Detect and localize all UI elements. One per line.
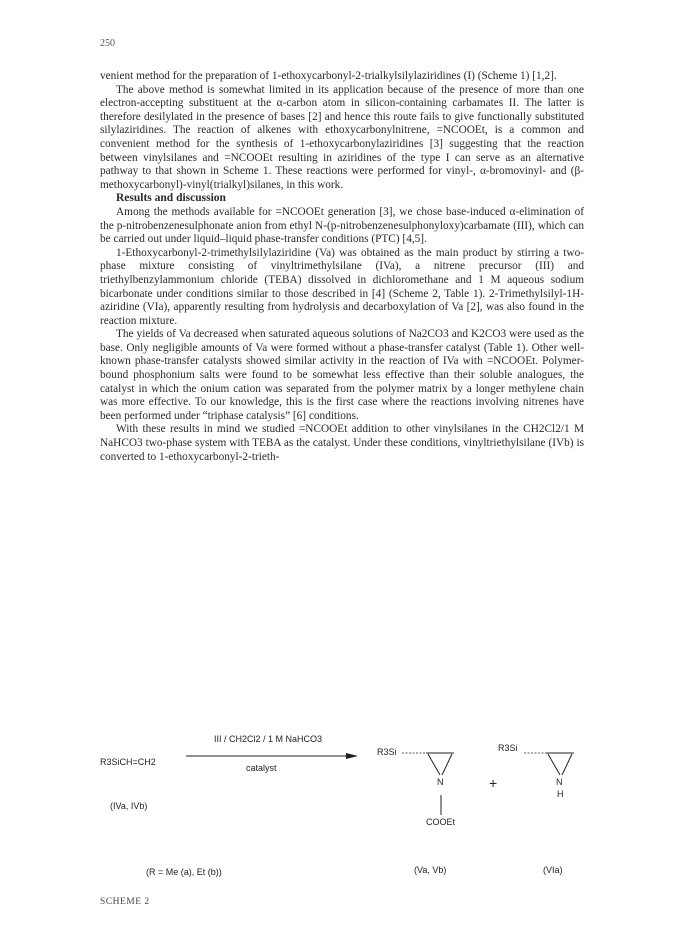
aziridine-2-bond-left (548, 754, 560, 775)
paragraph-2: The above method is somewhat limited in its application because of the presence of more than one electron-accepting substituent at the α-carbon atom in silicon-containing carbamates II. The latter is therefore desilylated in the presence of bases [2] and hence this route fails to give functionally substituted silylaziridines. The reaction of alkenes with ethoxycarbonylnitrene, =NCOOEt, is a common and convenient method for the synthesis of 1-ethoxycarbonylaziridines [3] suggesting that the reaction between vinylsilanes and =NCOOEt resulting in aziridines of the type I can serve as an alternative pathway to that shown in Scheme 1. These reactions were performed for vinyl-, α-bromovinyl- and (β-methoxycarbonyl)-vinyl(trialkyl)silanes, in this work. (100, 83, 584, 191)
paragraph-3: Among the methods available for =NCOOEt generation [3], we chose base-induced α-elimination of the p-nitrobenzenesulphonate anion from ethyl N-(p-nitrobenzenesulphonyloxy)carbamate (III), which can be carried out under liquid–liquid phase-transfer conditions (PTC) [4,5]. (100, 205, 584, 246)
paragraph-5: The yields of Va decreased when saturated aqueous solutions of Na2CO3 and K2CO3 were used as the base. Only negligible amounts of Va were formed without a phase-transfer catalyst (Table 1). Other well-known phase-transfer catalysts showed similar activity in the reaction of IVa with =NCOOEt. Polymer-bound phosphonium salts were found to be somewhat less effective than their soluble analogues, the catalyst in which the onium cation was separated from the polymer matrix by a longer methylene chain was more effective. To our knowledge, this is the first case where the reactions involving nitrenes have been performed under “triphase catalysis” [6] conditions. (100, 328, 584, 422)
product-1-substituent: COOEt (426, 817, 456, 827)
paragraph-4: 1-Ethoxycarbonyl-2-trimethylsilylaziridine (Va) was obtained as the main product by stirring a two-phase mixture consisting of vinyltrimethylsilane (IVa), a nitrene precursor (III) and triethylbenzylammonium chloride (TEBA) dissolved in dichloromethane and 1 M aqueous sodium bicarbonate under conditions similar to those described in [4] (Scheme 2, Table 1). 2-Trimethylsilyl-1H-aziridine (VIa), apparently resulting from hydrolysis and decarboxylation of Va [2], was also found in the reaction mixture. (100, 246, 584, 327)
scheme-caption: SCHEME 2 (100, 897, 150, 907)
product-2-h: H (557, 789, 564, 799)
product-2-label: (VIa) (543, 865, 563, 875)
conditions-bottom: catalyst (246, 763, 277, 773)
section-heading: Results and discussion (116, 192, 226, 205)
r-definition: (R = Me (a), Et (b)) (146, 867, 222, 877)
product-2-n: N (556, 777, 563, 787)
body-text (100, 70, 584, 464)
page-number: 250 (100, 38, 115, 49)
reactant-label: (IVa, IVb) (110, 801, 148, 811)
product-1-n: N (437, 777, 444, 787)
aziridine-1-bond-right (442, 754, 452, 775)
plus-sign: + (489, 775, 498, 791)
paragraph-1: venient method for the preparation of 1-ethoxycarbonyl-2-trialkylsilylaziridines (I) (Scheme 1) [1,2]. (100, 70, 557, 82)
arrow-head (346, 753, 358, 759)
product-1-label: (Va, Vb) (414, 865, 447, 875)
aziridine-1-bond-left (428, 754, 440, 775)
reactant: R3SiCH=CH2 (100, 757, 156, 767)
conditions-top: III / CH2Cl2 / 1 M NaHCO3 (214, 734, 323, 744)
scheme-2 (96, 715, 596, 905)
paragraph-6: With these results in mind we studied =NCOOEt addition to other vinylsilanes in the CH2Cl2/1 M NaHCO3 two-phase system with TEBA as the catalyst. Under these conditions, vinyltriethylsilane (IVb) is converted to 1-ethoxycarbonyl-2-trieth- (100, 423, 584, 463)
aziridine-2-bond-right (562, 754, 572, 775)
product-2-si: R3Si (498, 743, 518, 753)
product-1-si: R3Si (377, 747, 397, 757)
